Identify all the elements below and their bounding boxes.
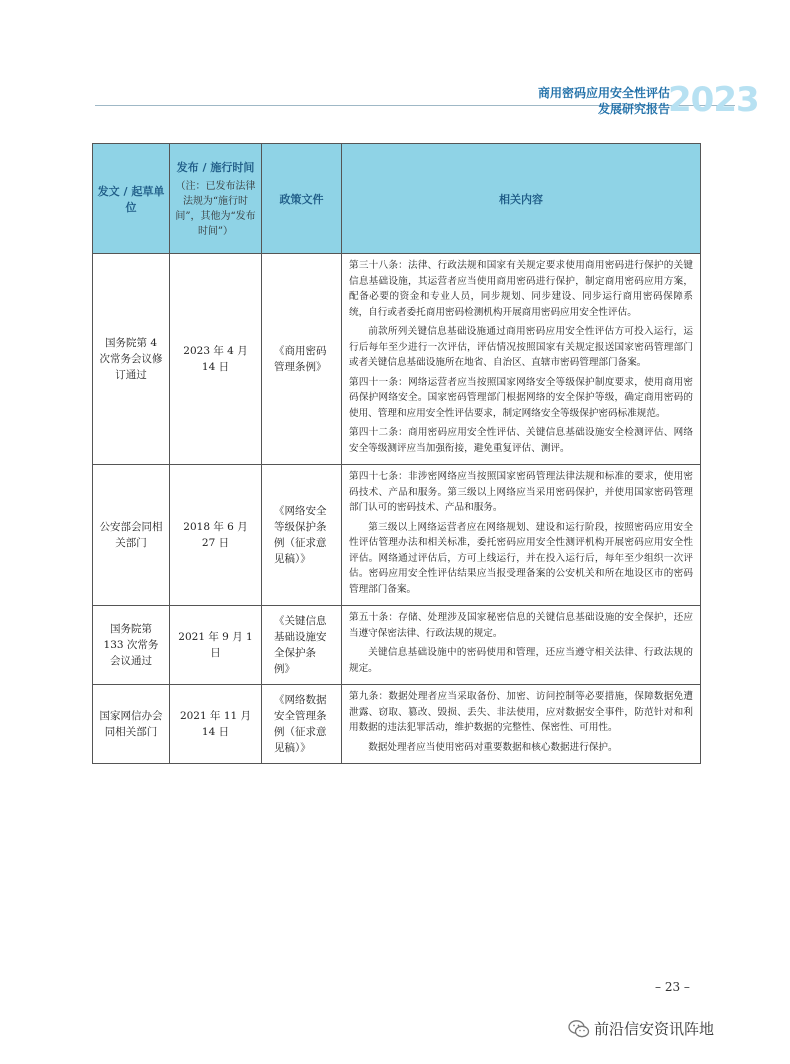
- col-header-content: 相关内容: [342, 144, 701, 254]
- report-year: 2023: [668, 80, 759, 120]
- content-para: 第四十二条：商用密码应用安全性评估、关键信息基础设施安全检测评估、网络安全等级测评应当加强衔接，避免重复评估、测评。: [349, 427, 693, 454]
- col-header-date-title: 发布 / 施行时间: [176, 160, 255, 174]
- row-content: [342, 685, 701, 764]
- table-row: [93, 685, 701, 764]
- content-para: 第三十八条：法律、行政法规和国家有关规定要求使用商用密码进行保护的关键信息基础设施，其运营者应当使用商用密码进行保护，制定商用密码应用方案，配备必要的资金和专业人员，同步规划、同步建设、同步运行商用密码保障系统，自行或者委托商用密码检测机构开展商用密码应用安全性评估。: [349, 260, 693, 318]
- row-date: 2021 年 9 月 1 日: [170, 606, 262, 685]
- content-para: 数据处理者应当使用密码对重要数据和核心数据进行保护。: [368, 741, 618, 753]
- content-para: 第四十七条：非涉密网络应当按照国家密码管理法律法规和标准的要求，使用密码技术、产品和服务。第三级以上网络应当采用密码保护，并使用国家密码管理部门认可的密码技术、产品和服务。: [349, 471, 693, 513]
- page-number: – 23 –: [655, 980, 690, 994]
- report-title-line1: 商用密码应用安全性评估: [537, 86, 670, 100]
- table-row: [93, 606, 701, 685]
- content-para: 关键信息基础设施中的密码使用和管理，还应当遵守相关法律、行政法规的规定。: [349, 647, 693, 674]
- col-header-doc: 政策文件: [262, 144, 342, 254]
- row-unit: 国家网信办会同相关部门: [93, 685, 170, 764]
- row-unit: 国务院第 133 次常务会议通过: [93, 606, 170, 685]
- report-title-line2: 发展研究报告: [597, 102, 670, 116]
- col-header-date-note: （注：已发布法律法规为“施行时间”，其他为“发布时间”）: [175, 180, 256, 237]
- row-content: [342, 465, 701, 606]
- table-header-row: [93, 144, 701, 254]
- col-header-date: [170, 144, 262, 254]
- wechat-icon: [568, 1019, 590, 1039]
- watermark-text: 前沿信安资讯阵地: [594, 1020, 715, 1038]
- row-date: 2021 年 11 月 14 日: [170, 685, 262, 764]
- content-para: 第四十一条：网络运营者应当按照国家网络安全等级保护制度要求，使用商用密码保护网络安全。国家密码管理部门根据网络的安全保护等级，确定商用密码的使用、管理和应用安全性评估要求，制定网络安全等级保护密码标准规范。: [349, 376, 693, 419]
- table-row: [93, 465, 701, 606]
- col-header-unit: 发文 / 起草单位: [93, 144, 170, 254]
- table-row: [93, 254, 701, 465]
- row-unit: 公安部会同相关部门: [93, 465, 170, 606]
- row-date: 2023 年 4 月 14 日: [170, 254, 262, 465]
- row-doc: 《商用密码管理条例》: [262, 254, 342, 465]
- content-para: 第三级以上网络运营者应在网络规划、建设和运行阶段，按照密码应用安全性评估管理办法和相关标准，委托密码应用安全性测评机构开展密码应用安全性评估。网络通过评估后，方可上线运行，并在投入运行后，每年至少组织一次评估。密码应用安全性评估结果应当报受理备案的公安机关和所在地设区市的密码管理部门备案。: [349, 521, 693, 595]
- row-date: 2018 年 6 月 27 日: [170, 465, 262, 606]
- row-unit: 国务院第 4 次常务会议修订通过: [93, 254, 170, 465]
- row-content: [342, 606, 701, 685]
- row-doc: 《网络安全等级保护条例（征求意见稿）》: [262, 465, 342, 606]
- row-doc: 《网络数据安全管理条例（征求意见稿）》: [262, 685, 342, 764]
- content-para: 前款所列关键信息基础设施通过商用密码应用安全性评估方可投入运行，运行后每年至少进行一次评估，评估情况按照国家有关规定报送国家密码管理部门或者关键信息基础设施所在地省、自治区、直辖市密码管理部门备案。: [349, 326, 693, 368]
- policy-table: [92, 143, 701, 764]
- content-para: 第九条：数据处理者应当采取备份、加密、访问控制等必要措施，保障数据免遭泄露、窃取、篡改、毁损、丢失、非法使用，应对数据安全事件，防范针对和利用数据的违法犯罪活动，维护数据的完整性、保密性、可用性。: [349, 691, 693, 733]
- row-content: [342, 254, 701, 465]
- report-title: [520, 85, 670, 117]
- watermark: [568, 1018, 714, 1039]
- row-doc: 《关键信息基础设施安全保护条例》: [262, 606, 342, 685]
- content-para: 第五十条：存储、处理涉及国家秘密信息的关键信息基础设施的安全保护，还应当遵守保密法律、行政法规的规定。: [349, 612, 693, 639]
